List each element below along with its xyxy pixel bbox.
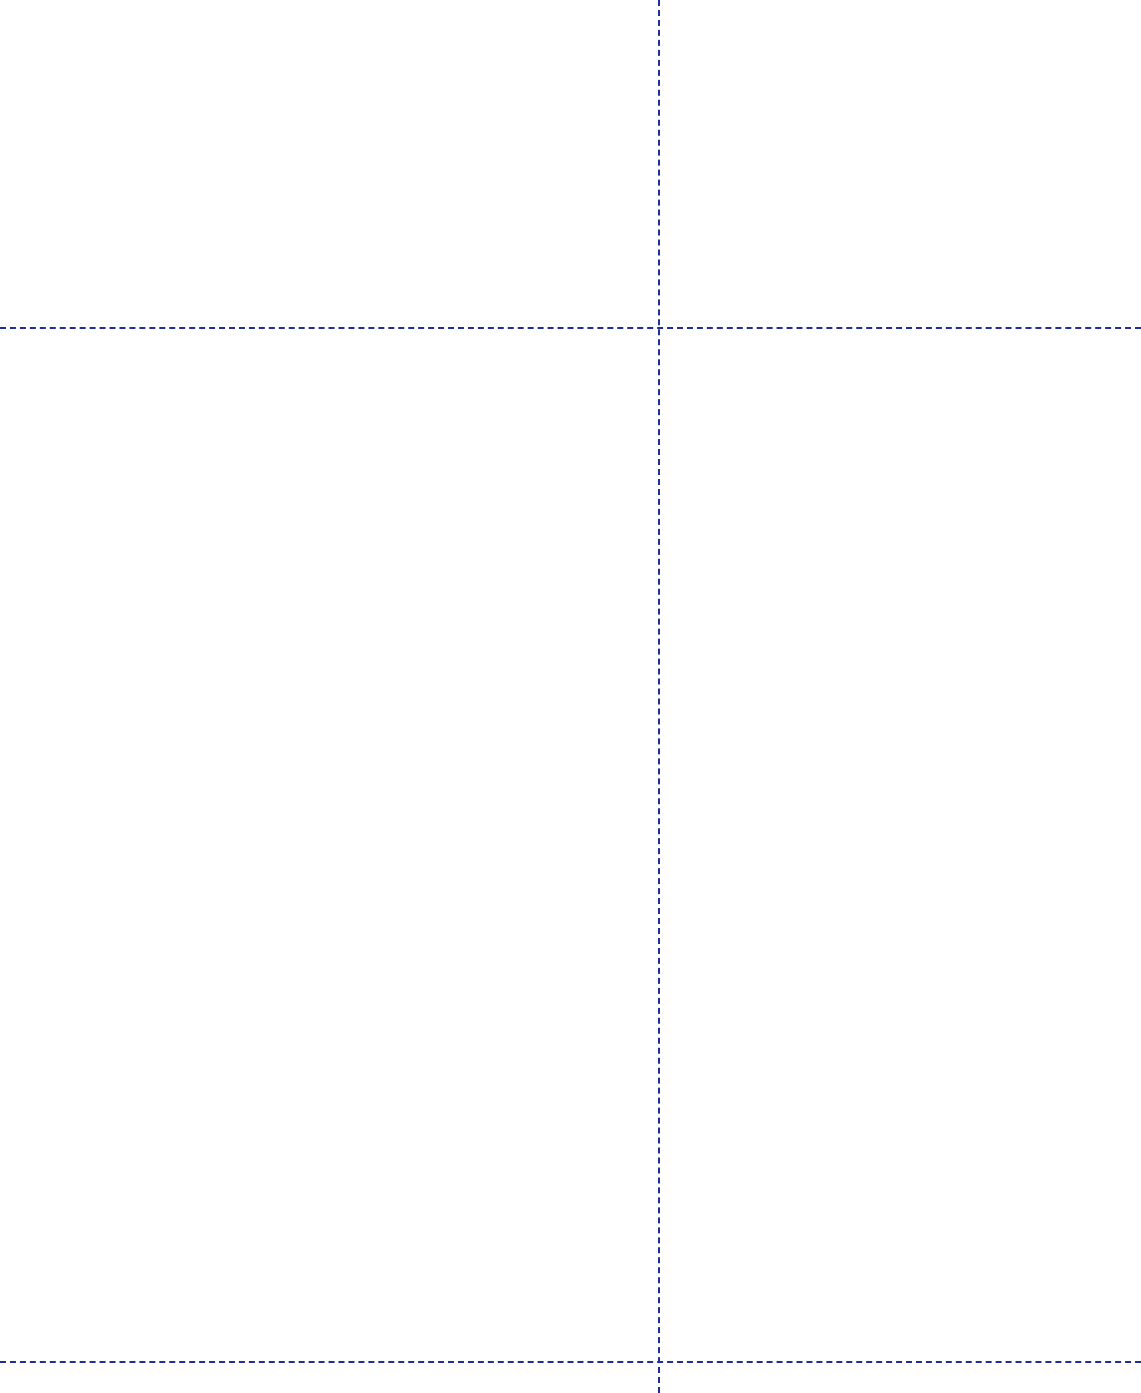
page-break-line	[0, 327, 1141, 329]
page-break-vertical	[658, 0, 660, 1393]
page-break-line	[0, 1361, 1141, 1363]
